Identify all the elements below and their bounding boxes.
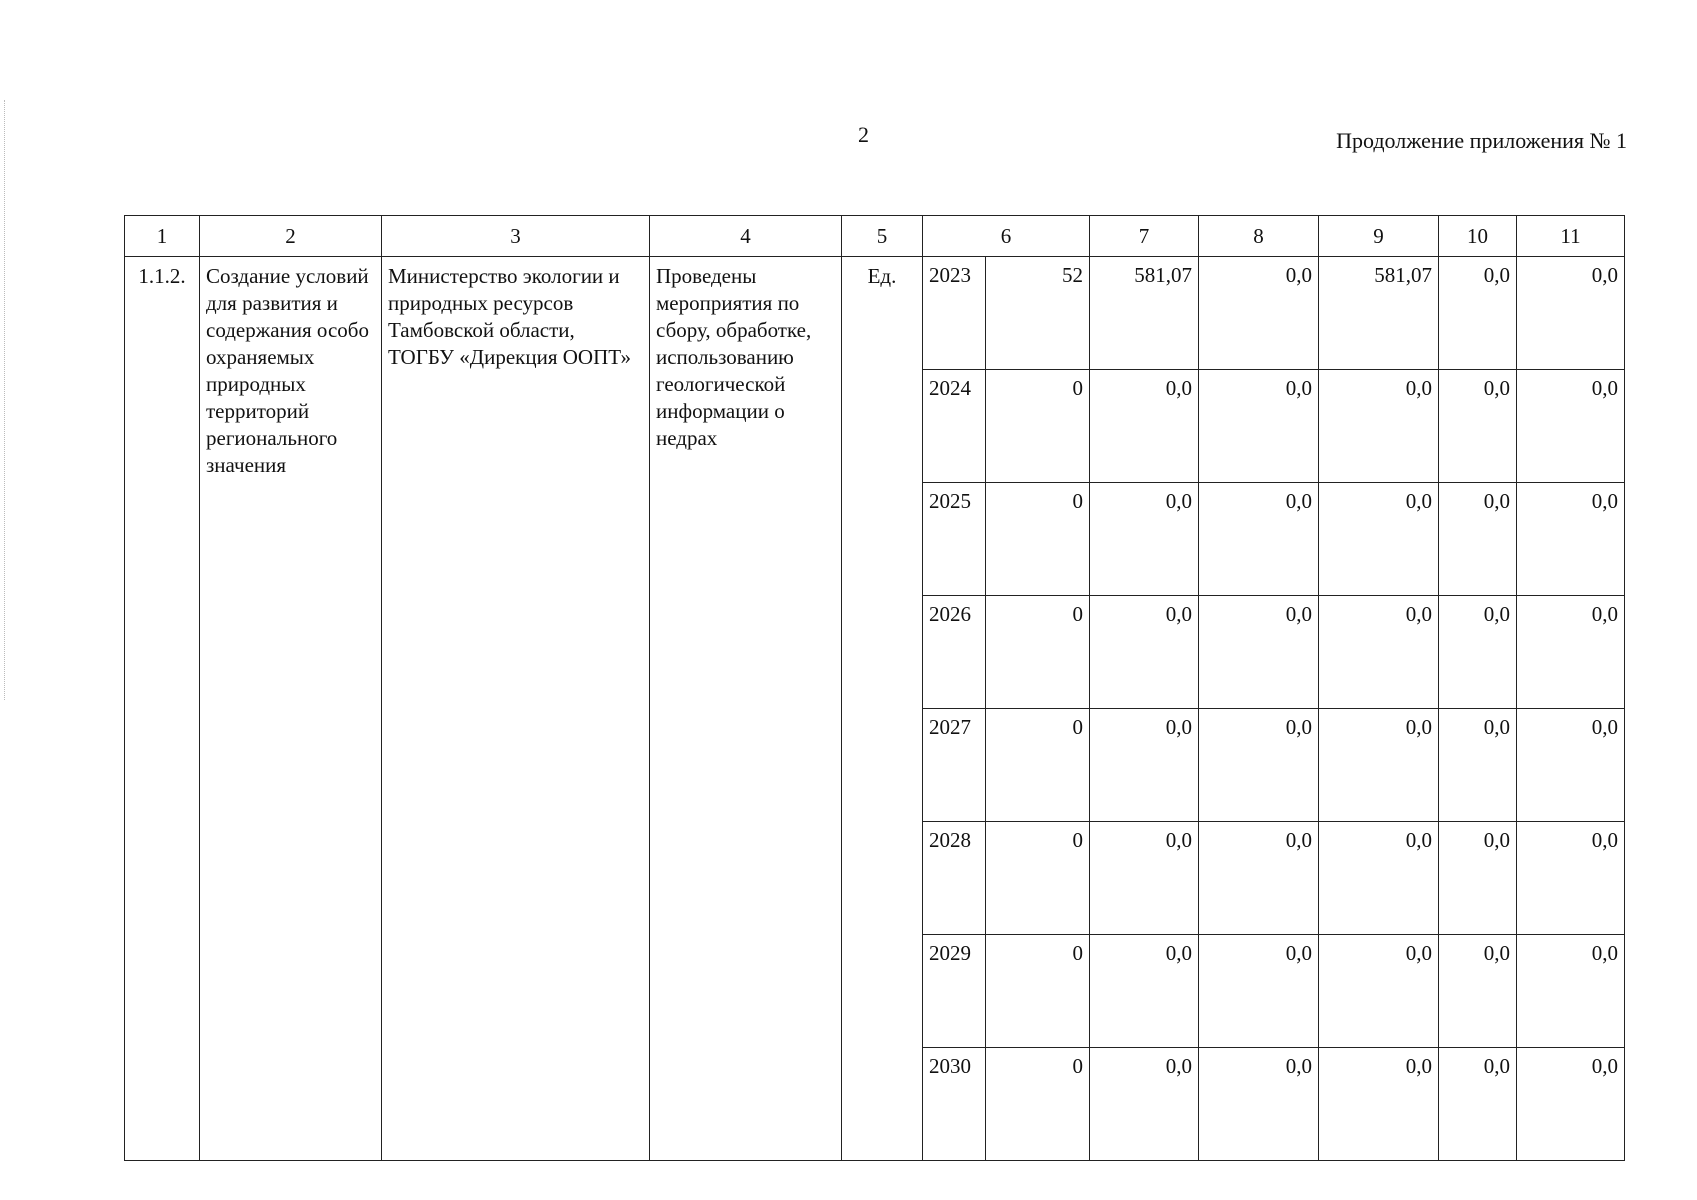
indicator-value-cell: 0: [986, 1048, 1090, 1161]
column-number-row: [125, 216, 1625, 257]
event-name: Создание условий для развития и содержания особо охраняемых природных территорий регионального значения: [200, 257, 382, 1161]
indicator-value-cell: 0: [986, 935, 1090, 1048]
amount-cell: 0,0: [1199, 822, 1319, 935]
amount-cell: 0,0: [1199, 483, 1319, 596]
amount-cell: 0,0: [1199, 709, 1319, 822]
appendix-continuation-note: Продолжение приложения № 1: [1336, 128, 1627, 153]
year-cell: 2029: [923, 935, 986, 1048]
year-cell: 2030: [923, 1048, 986, 1161]
column-number: 1: [125, 216, 200, 257]
amount-cell: 0,0: [1517, 1048, 1625, 1161]
amount-cell: 0,0: [1199, 596, 1319, 709]
amount-cell: 0,0: [1199, 370, 1319, 483]
amount-cell: 0,0: [1090, 596, 1199, 709]
amount-cell: 0,0: [1517, 709, 1625, 822]
amount-cell: 0,0: [1439, 596, 1517, 709]
indicator-value-cell: 0: [986, 709, 1090, 822]
amount-cell: 0,0: [1090, 822, 1199, 935]
amount-cell: 581,07: [1319, 257, 1439, 370]
amount-cell: 0,0: [1090, 709, 1199, 822]
amount-cell: 0,0: [1517, 596, 1625, 709]
year-cell: 2028: [923, 822, 986, 935]
indicator-value-cell: 0: [986, 596, 1090, 709]
indicator-value-cell: 0: [986, 822, 1090, 935]
executor: Министерство экологии и природных ресурсов Тамбовской области, ТОГБУ «Дирекция ООПТ»: [382, 257, 650, 1161]
column-number: 6: [923, 216, 1090, 257]
column-number: 4: [650, 216, 842, 257]
indicator-value-cell: 0: [986, 370, 1090, 483]
item-number: 1.1.2.: [125, 257, 200, 1161]
amount-cell: 0,0: [1517, 370, 1625, 483]
amount-cell: 0,0: [1439, 257, 1517, 370]
amount-cell: 0,0: [1319, 370, 1439, 483]
year-cell: 2026: [923, 596, 986, 709]
program-activities-table: [124, 215, 1625, 1161]
indicator-value-cell: 0: [986, 483, 1090, 596]
amount-cell: 0,0: [1090, 370, 1199, 483]
scan-margin-artifact: [4, 100, 7, 700]
amount-cell: 0,0: [1439, 709, 1517, 822]
amount-cell: 0,0: [1439, 822, 1517, 935]
indicator-description: Проведены мероприятия по сбору, обработке, использованию геологической информации о недрах: [650, 257, 842, 1161]
column-number: 10: [1439, 216, 1517, 257]
amount-cell: 0,0: [1439, 483, 1517, 596]
year-cell: 2024: [923, 370, 986, 483]
amount-cell: 0,0: [1517, 257, 1625, 370]
column-number: 5: [842, 216, 923, 257]
column-number: 2: [200, 216, 382, 257]
amount-cell: 0,0: [1090, 935, 1199, 1048]
amount-cell: 0,0: [1439, 1048, 1517, 1161]
year-cell: 2025: [923, 483, 986, 596]
amount-cell: 0,0: [1319, 709, 1439, 822]
indicator-value-cell: 52: [986, 257, 1090, 370]
amount-cell: 0,0: [1199, 1048, 1319, 1161]
column-number: 9: [1319, 216, 1439, 257]
amount-cell: 0,0: [1090, 1048, 1199, 1161]
unit-of-measure: Ед.: [842, 257, 923, 1161]
page-number: 2: [858, 122, 869, 147]
amount-cell: 0,0: [1090, 483, 1199, 596]
year-cell: 2027: [923, 709, 986, 822]
amount-cell: 0,0: [1199, 257, 1319, 370]
year-cell: 2023: [923, 257, 986, 370]
amount-cell: 0,0: [1319, 822, 1439, 935]
column-number: 11: [1517, 216, 1625, 257]
table-row: [125, 257, 1625, 370]
amount-cell: 0,0: [1319, 1048, 1439, 1161]
column-number: 3: [382, 216, 650, 257]
amount-cell: 0,0: [1199, 935, 1319, 1048]
amount-cell: 0,0: [1319, 483, 1439, 596]
amount-cell: 581,07: [1090, 257, 1199, 370]
amount-cell: 0,0: [1439, 935, 1517, 1048]
amount-cell: 0,0: [1319, 596, 1439, 709]
amount-cell: 0,0: [1319, 935, 1439, 1048]
amount-cell: 0,0: [1517, 483, 1625, 596]
amount-cell: 0,0: [1517, 822, 1625, 935]
column-number: 7: [1090, 216, 1199, 257]
amount-cell: 0,0: [1439, 370, 1517, 483]
column-number: 8: [1199, 216, 1319, 257]
amount-cell: 0,0: [1517, 935, 1625, 1048]
